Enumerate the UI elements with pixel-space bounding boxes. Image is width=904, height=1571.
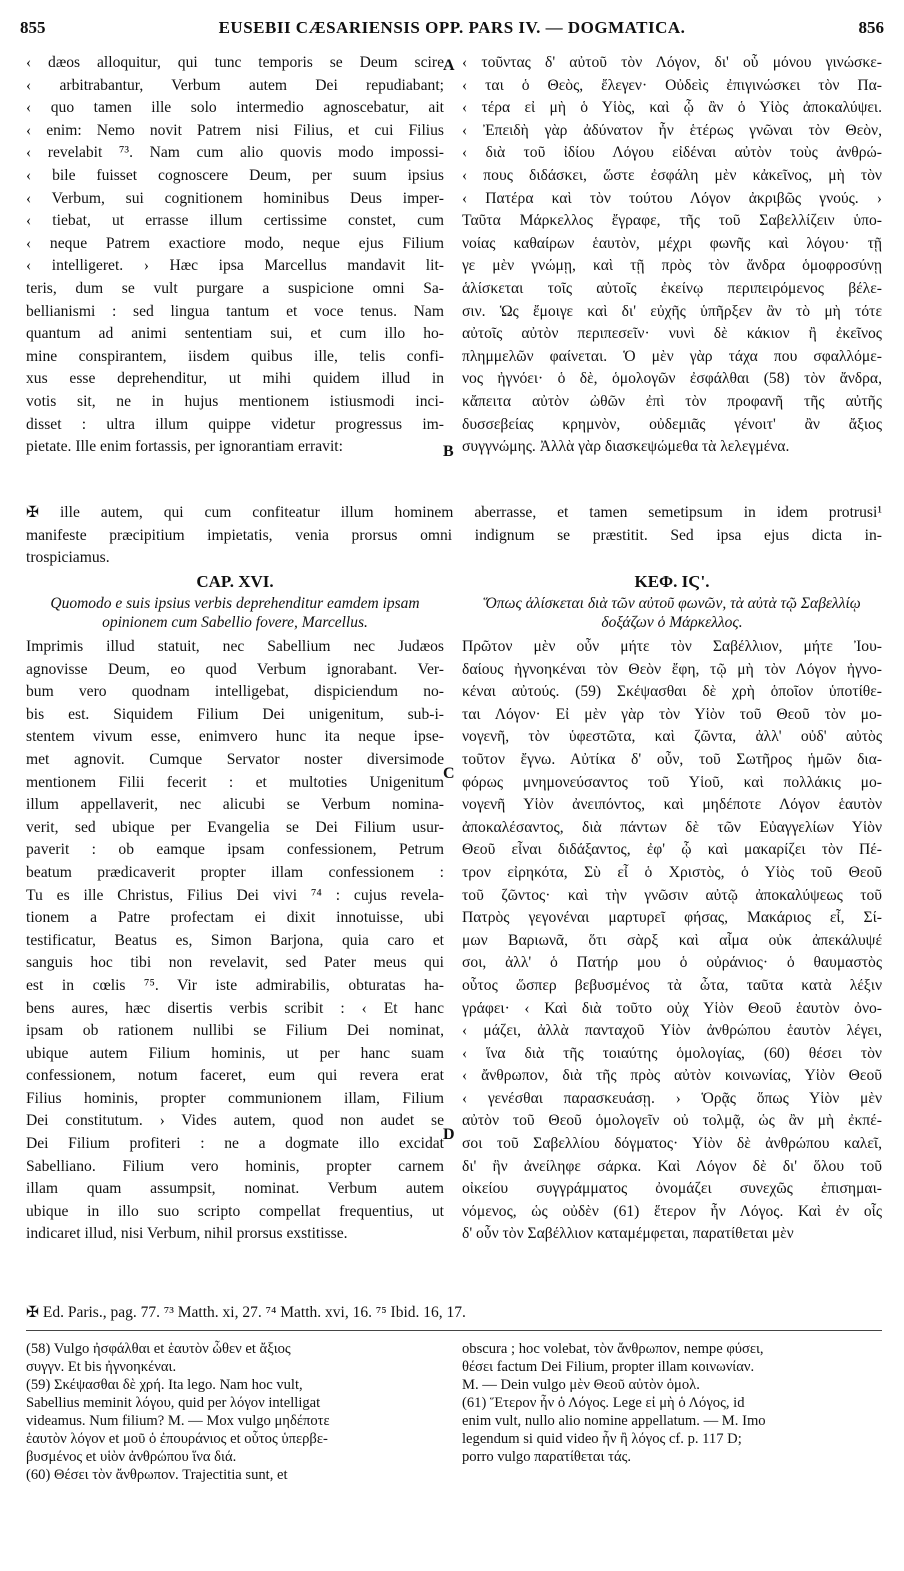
text-line: ubique autem Filium hominis, ut per hanc suam <box>26 1044 444 1062</box>
text-line: τοῦτον ἔγνω. Αὐτίκα δ' οὖν, τοῦ Σωτῆρος ἡμῶν δια- <box>462 750 882 768</box>
text-line: ‹ arbitrabantur, Verbum autem Dei repudiabant; <box>26 76 444 94</box>
text-line: testificatur, Beatus es, Simon Barjona, quia caro et <box>26 931 444 949</box>
latin-column-top <box>26 52 444 459</box>
footnote-line: obscura ; hoc volebat, τὸν ἄνθρωπον, nempe φύσει, <box>462 1341 764 1357</box>
text-line: κέναι αὐτούς. (59) Σκέψασθαι δὲ χρὴ ὁποῖον ὑποτίθε- <box>462 683 882 701</box>
text-line: οὗτος ὥσπερ βεβυσμένος τὰ ὦτα, ταῦτα κατὰ λέξιν <box>462 976 882 994</box>
text-line: bis est. Siquidem Filium Dei unigenitum, sub-i- <box>26 705 444 723</box>
footnote-line: (58) Vulgo ἠσφάλθαι et ἑαυτὸν ὦθεν et ἄξιος <box>26 1341 291 1357</box>
text-line: ‹ enim: Nemo novit Patrem nisi Filius, et cui Filius <box>26 121 444 139</box>
text-line: μων Βαριωνᾶ, ὅτι σὰρξ καὶ αἷμα οὐκ ἀπεκάλυψέ <box>462 931 882 949</box>
text-line: ‹ τέρα εἰ μὴ ὁ Υἱὸς, καὶ ᾧ ἂν ὁ Υἱὸς ἀποκαλύψει. <box>462 99 882 117</box>
text-line: ‹ μάζει, ἀλλὰ πανταχοῦ Υἱὸν ἀνθρώπου ἑαυτὸν λέγει, <box>462 1022 882 1040</box>
text-line: δι' ἣν ἀνείληφε σάρκα. Καὶ Λόγον δὲ δι' ὅλου τοῦ <box>462 1157 882 1175</box>
text-line: συγγνώμης. Ἀλλὰ γὰρ διασκεψώμεθα τὰ λελεγμένα. <box>462 438 790 456</box>
text-line: ‹ Verbum, sui cognitionem hominibus Deus imper- <box>26 189 444 207</box>
text-line: bum vero quodnam intelligebat, dispiciendum no- <box>26 683 444 701</box>
text-line: Dei constitutum. › Vides autem, quod non audet se <box>26 1112 444 1130</box>
text-line: est in cœlis ⁷⁵. Vir iste admirabilis, obturatas ha- <box>26 976 444 994</box>
margin-letter-d: D <box>443 1126 455 1143</box>
text-line: σιν. Ὡς ἔμοιγε καὶ δι' εὐχῆς ὑπῆρξεν ἂν τὸ μὴ τότε <box>462 302 882 320</box>
text-line: ‹ διὰ τοῦ ἰδίου Λόγου εἰδέναι αὐτὸν τοὺς ἀνθρώ- <box>462 144 882 162</box>
footnote-line: porro vulgo παρατίθεται τάς. <box>462 1449 632 1465</box>
latin-column-bottom <box>26 636 444 1246</box>
text-line: indicaret illud, nisi Verbum, nihil prorsus exstitisse. <box>26 1225 348 1243</box>
greek-column-bottom <box>462 636 882 1246</box>
running-header <box>20 18 884 40</box>
page-number-right: 856 <box>858 18 884 37</box>
text-line: ‹ dæos alloquitur, qui tunc temporis se Deum scire <box>26 54 444 71</box>
text-line: Imprimis illud statuit, nec Sabellium nec Judæos <box>26 638 444 655</box>
text-line: paverit : ob eamque ipsam confessionem, Petrum <box>26 841 444 859</box>
footnote-line: θέσει factum Dei Filium, propter illam κοινωνίαν. <box>462 1359 755 1375</box>
text-line: ‹ τοῦντας δ' αὐτοῦ τὸν Λόγον, δι' οὗ μόνου γινώσκε- <box>462 54 882 71</box>
text-line: quantum ad animi sententiam sui, et cum illo ho- <box>26 325 444 343</box>
text-line: ‹ πους διδάσκει, ὥστε ἐσφάλη μὲν κἀκεῖνος, μὴ τὸν <box>462 166 882 184</box>
full-width-text <box>26 502 882 570</box>
text-line: manifeste præcipitium impietatis, venia prorsus omni indignum se præstitit. Sed ipsa ejus dicta in- <box>26 526 882 544</box>
text-line: πλημμελῶν φαίνεται. Ὁ μὲν γὰρ τάχα που σφαλλόμε- <box>462 347 882 365</box>
text-line: trospiciamus. <box>26 549 110 567</box>
footnote-line: (60) Θέσει τὸν ἄνθρωπον. Trajectitia sunt, et <box>26 1467 288 1483</box>
text-line: Filius hominis, propter communionem illam, Filium <box>26 1089 444 1107</box>
text-line: νόμενος, ὡς οὐδὲν (61) ἕτερον ἦν Λόγος. Καὶ ἐν οἷς <box>462 1202 882 1220</box>
footnote-line: M. — Dein vulgo μὲν Θεοῦ αὐτὸν ὁμολ. <box>462 1377 700 1393</box>
text-line: tionem a Patre profectam ei dixit innotuisse, ubi <box>26 909 444 927</box>
text-line: met agnovit. Cumque Servator noster diversimode <box>26 750 444 768</box>
text-line: illum appellaverit, nec alicubi se Verbum nomina- <box>26 796 444 814</box>
text-line: οἰκείου συγγράμματος ὀνομάζει συνεχῶς ἐπισημαι- <box>462 1180 882 1198</box>
footnote-line: Sabellius meminit λόγου, quid per λόγον intelligat <box>26 1395 321 1411</box>
running-title: EUSEBII CÆSARIENSIS OPP. PARS IV. — DOGMATICA. <box>218 18 686 37</box>
margin-letter-a: A <box>443 57 455 74</box>
text-line: ‹ intelligeret. › Hæc ipsa Marcellus mandavit lit- <box>26 257 444 275</box>
text-line: verit, sed ubique per Evangelia se Dei Filium usur- <box>26 818 444 836</box>
text-line: illam quam assumpsit, nominat. Verbum autem <box>26 1180 444 1198</box>
text-line: beatum prædicaverit propter illam confessionem : <box>26 863 444 881</box>
text-line: mine conspirantem, iisdem quibus ille, telis confi- <box>26 347 444 365</box>
footnote-line: (61) Ἕτερον ἦν ὁ Λόγος. Lege εἰ μὴ ὁ Λόγος, id <box>462 1395 745 1411</box>
text-line: bellianismi : sed lingua tantum et voce tenus. Nam <box>26 302 444 320</box>
text-line: ubique in illo suo scripto compellat frequentius, ut <box>26 1202 444 1220</box>
chapter-subtitle-greek: Ὅπως ἁλίσκεται διὰ τῶν αὐτοῦ φωνῶν, τὰ αὐτὰ τῷ Σαβελλίῳ δοξάζων ὁ Μάρκελλος. <box>483 595 861 631</box>
text-line: σοι, ἀλλ' ὁ Πατήρ μου ὁ οὐράνιος· ὁ θαυμαστὸς <box>462 954 882 972</box>
margin-letter-b: B <box>443 443 454 460</box>
text-line: ipsam ob rationem nullibi se Filium Dei nominat, <box>26 1022 444 1040</box>
text-line: Sabelliano. Filium vero hominis, propter carnem <box>26 1157 444 1175</box>
text-line: δαίους ἠγνοηκέναι τὸν Θεὸν ἔφη, τῷ μὴ τὸν Λόγον ἠγνο- <box>462 660 882 678</box>
footnote-line: (59) Σκέψασθαι δὲ χρή. Ita lego. Nam hoc vult, <box>26 1377 303 1393</box>
text-line: φόρως μνημονεύσαντος τοῦ Υἱοῦ, καὶ πολλάκις μο- <box>462 773 882 791</box>
text-line: ✠ ille autem, qui cum confiteatur illum hominem aberrasse, et tamen semetipsum in idem protrusi¹ <box>26 504 882 521</box>
text-line: ‹ ἄνθρωπον, διὰ τῆς πρὸς αὐτὸν κοινωνίας, Υἱὸν Θεοῦ <box>462 1067 882 1085</box>
margin-letter-c: C <box>443 765 455 782</box>
text-line: τοῦ ζῶντος· καὶ τὴν γνῶσιν αὐτῷ ἀποκαλύψεως τοῦ <box>462 886 882 904</box>
text-line: mentionem Filii fecerit : et multoties Unigenitum <box>26 773 444 791</box>
text-line: κἄπειτα αὐτὸν ὠθῶν ἐπὶ τὸν προφανῆ τῆς αὐτῆς <box>462 392 882 410</box>
text-line: ‹ neque Patrem exactiore modo, neque ejus Filium <box>26 234 444 252</box>
text-line: αὐτοῖς αὐτὸν περιπεσεῖν· νυνὶ δὲ κάκιον ἢ ἐκεῖνος <box>462 325 882 343</box>
text-line: Ταῦτα Μάρκελλος ἔγραφε, τῆς τοῦ Σαβελλίζειν ὑπο- <box>462 212 882 230</box>
footnote-line: enim vult, nullo alio nomine appellatum. — M. Imo <box>462 1413 766 1429</box>
text-line: δυσσεβείας κρημνὸν, οὐδεμιᾶς γένοιτ' ἂν ἄξιος <box>462 415 882 433</box>
text-line: ‹ quo tamen ille solo intermedio agnoscebatur, ait <box>26 99 444 117</box>
text-line: ‹ tiebat, ut errasse illum certissime constet, cum <box>26 212 444 230</box>
chapter-subtitle-latin: Quomodo e suis ipsius verbis deprehenditur eamdem ipsam opinionem cum Sabellio fovere, Marcellus. <box>50 595 420 631</box>
footnote-line: videamus. Num filium? M. — Mox vulgo μηδέποτε <box>26 1413 330 1429</box>
chapter-heading-latin: CAP. XVI. <box>196 572 274 591</box>
text-line: bens aures, hæc disertis verbis scribit : ‹ Et hanc <box>26 999 444 1017</box>
text-line: ‹ Ἐπειδὴ γὰρ ἀδύνατον ἦν ἑτέρως γνῶναι τὸν Θεὸν, <box>462 121 882 139</box>
text-line: teris, dum se vult purgare a suspicione omni Sa- <box>26 279 444 297</box>
text-line: δ' οὖν τὸν Σαβέλλιον καταμέμφεται, παρατίθεται μὲν <box>462 1225 794 1243</box>
text-line: xus esse deprehenditur, ut mihi quidem illud in <box>26 370 444 388</box>
text-line: pietate. Ille enim fortassis, per ignorantiam erravit: <box>26 438 343 456</box>
text-line: ‹ ἵνα διὰ τῆς τοιαύτης ὁμολογίας, (60) θέσει τὸν <box>462 1044 882 1062</box>
text-line: νος ἠγνόει· ὁ δὲ, ὁμολογῶν ἐσφάλθαι (58) τὸν ἄνδρα, <box>462 370 882 388</box>
text-line: ‹ Πατέρα καὶ τὸν τούτου Λόγον ἀκριβῶς γνούς. › <box>462 189 882 207</box>
footnote-rule <box>26 1330 882 1331</box>
text-line: Tu es ille Christus, Filius Dei vivi ⁷⁴ : cujus revela- <box>26 886 444 904</box>
footnotes-right <box>462 1340 882 1466</box>
text-line: νοίας καθαίρων ἑαυτὸν, μέχρι φωνῆς καὶ λόγου· τῇ <box>462 234 882 252</box>
page-number-left: 855 <box>20 18 46 37</box>
text-line: Πρῶτον μὲν οὖν μήτε τὸν Σαβέλλιον, μήτε Ἰου- <box>462 638 882 655</box>
greek-column-top <box>462 52 882 459</box>
footnote-line: βυσμένος et υἱὸν ἀνθρώπου ἵνα διά. <box>26 1449 237 1465</box>
footnote-line: συγγν. Et bis ἠγνοηκέναι. <box>26 1359 177 1375</box>
text-line: agnovisse Deum, eo quod Verbum ignorabant. Ver- <box>26 660 444 678</box>
footnote-line: ἑαυτὸν λόγον et μοῦ ὁ ἐπουράνιος et οὗτος ὑπερβε- <box>26 1431 328 1447</box>
text-line: ἀποκαλέσαντος, διὰ πάντων δὲ τῶν Εὐαγγελίων Υἱὸν <box>462 818 882 836</box>
footnotes-left <box>26 1340 444 1484</box>
text-line: votis sit, ne in hujus mentionem istiusmodi inci- <box>26 392 444 410</box>
text-line: sanguis hoc tibi non revelavit, sed Pater meus qui <box>26 954 444 972</box>
text-line: ‹ ται ὁ Θεὸς, ἔλεγεν· Οὐδεὶς ἐπιγινώσκει τὸν Πα- <box>462 76 882 94</box>
text-line: νογενῆ, τὸν ὑφεστῶτα, καὶ ζῶντα, ἀλλ' οὐδ' αὐτὸς <box>462 728 882 746</box>
text-line: stentem vivum esse, enimvero hunc ita neque ipse- <box>26 728 444 746</box>
text-line: Πατρὸς γεγονέναι μαρτυρεῖ φήσας, Μακάριος εἶ, Σί- <box>462 909 882 927</box>
text-line: αὐτὸν τοῦ Θεοῦ ὁμολογεῖν οὐ τολμᾷ, ὡς ἂν μὴ ἐκπέ- <box>462 1112 882 1130</box>
text-line: σοι τοῦ Σαβελλίου δόγματος· Υἱὸν δὲ ἀνθρώπου καλεῖ, <box>462 1135 882 1153</box>
text-line: ‹ revelabit ⁷³. Nam cum alio quovis modo impossi- <box>26 144 444 162</box>
text-line: ται Λόγον· Εἰ μὲν γὰρ τὸν Υἱὸν τοῦ Θεοῦ τὸν μο- <box>462 705 882 723</box>
text-line: νογενῆ Υἱὸν ἀνειπόντος, καὶ μηδέποτε Λόγον ἑαυτὸν <box>462 796 882 814</box>
scripture-references: ✠ Ed. Paris., pag. 77. ⁷³ Matth. xi, 27. ⁷⁴ Matth. xvi, 16. ⁷⁵ Ibid. 16, 17. <box>26 1304 466 1321</box>
chapter-heading-greek: ΚΕΦ. ΙϚ'. <box>634 572 710 591</box>
text-line: disset : ultra illum quippe videtur progressus im- <box>26 415 444 433</box>
text-line: ἁλίσκεται τοῖς αὐτοῖς ἐκείνῳ περιπειρόμενος βέλε- <box>462 279 882 297</box>
text-line: Dei Filium profiteri : ne a dogmate illo excidat <box>26 1135 444 1153</box>
text-line: γράφει· ‹ Καὶ διὰ τοῦτο οὐχ Υἱὸν Θεοῦ ἑαυτὸν ὀνο- <box>462 999 882 1017</box>
text-line: Θεοῦ εἶναι διδάξαντος, ἐφ' ᾧ καὶ μακαρίζει τὸν Πέ- <box>462 841 882 859</box>
text-line: ‹ bile fuisset cognoscere Deum, per suum ipsius <box>26 166 444 184</box>
text-line: ‹ γενέσθαι παρασκευάσῃ. › Ὁρᾷς ὅπως Υἱὸν μὲν <box>462 1089 882 1107</box>
footnote-line: legendum si quid video ἦν ἢ λόγος cf. p. 117 D; <box>462 1431 742 1447</box>
text-line: τρον εἰρηκότα, Σὺ εἶ ὁ Χριστὸς, ὁ Υἱὸς τοῦ Θεοῦ <box>462 863 882 881</box>
text-line: γε μὲν γνώμῃ, καὶ τῇ πρὸς τὸν ἄνδρα ὁμοφροσύνῃ <box>462 257 882 275</box>
text-line: confessionem, notum faceret, eum qui revera erat <box>26 1067 444 1085</box>
